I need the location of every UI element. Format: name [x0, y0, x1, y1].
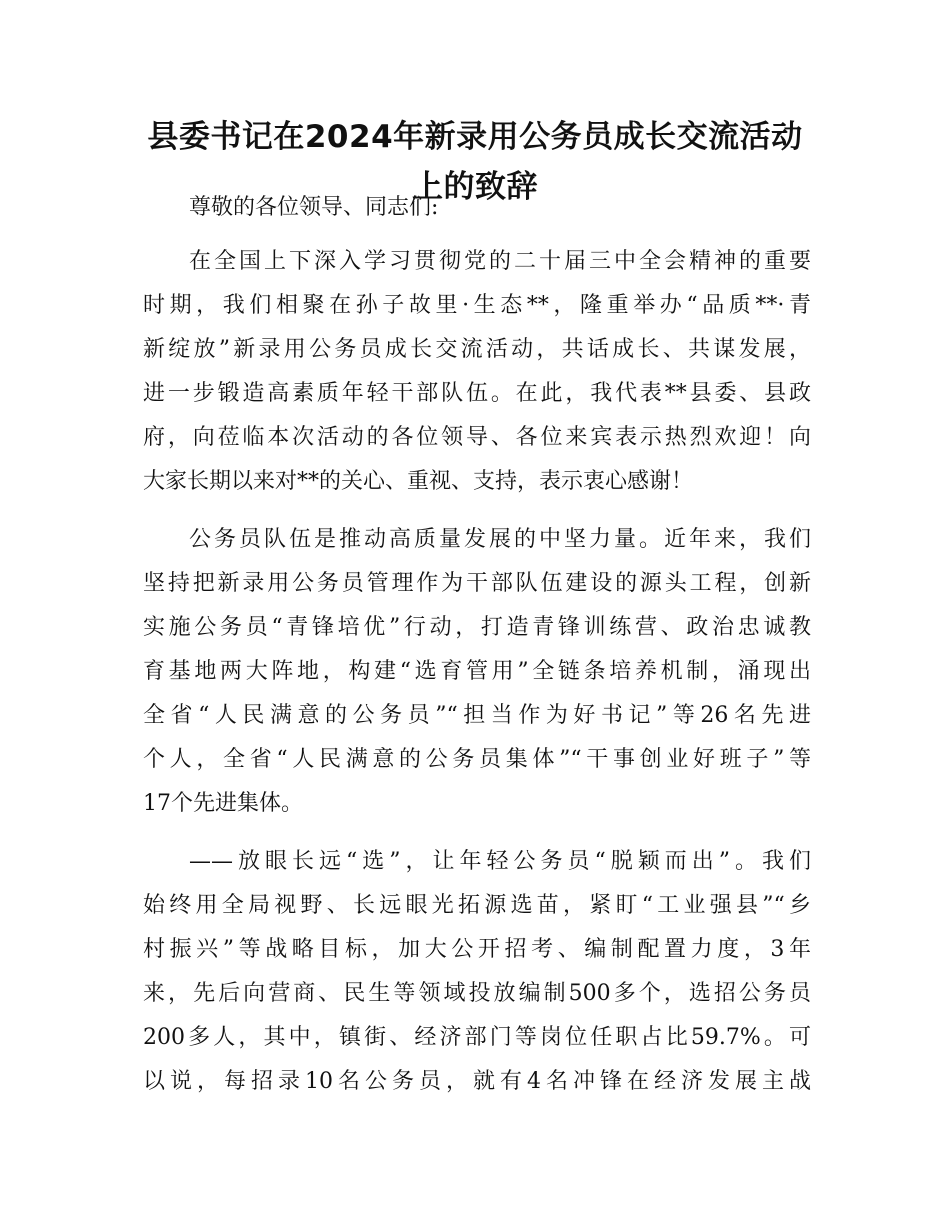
paragraph-line: 全省“人民满意的公务员”“担当作为好书记”等26名先进 — [143, 703, 811, 728]
paragraph-line: 17个先进集体。 — [143, 791, 303, 816]
paragraph-line: 在全国上下深入学习贯彻党的二十届三中全会精神的重要 — [189, 249, 811, 274]
paragraph-line: 新绽放”新录用公务员成长交流活动，共话成长、共谋发展， — [143, 337, 811, 362]
title-line: 县委书记在2024年新录用公务员成长交流活动 — [147, 119, 803, 155]
paragraph-line: ——放眼长远“选”，让年轻公务员“脱颖而出”。我们 — [189, 849, 811, 874]
paragraph-3 — [143, 840, 811, 1104]
paragraph-2 — [143, 518, 811, 826]
paragraph-line: 来，先后向营商、民生等领域投放编制500多个，选招公务员 — [143, 981, 811, 1006]
paragraph-line: 府，向莅临本次活动的各位领导、各位来宾表示热烈欢迎！向 — [143, 425, 811, 450]
paragraph-line: 村振兴”等战略目标，加大公开招考、编制配置力度，3年 — [143, 937, 811, 962]
paragraph-line: 时期，我们相聚在孙子故里·生态**，隆重举办“品质**·青 — [143, 293, 811, 318]
salutation — [143, 186, 811, 230]
salutation-text: 尊敬的各位领导、同志们: — [189, 195, 439, 220]
document-body — [143, 186, 811, 1104]
paragraph-line: 坚持把新录用公务员管理作为干部队伍建设的源头工程，创新 — [143, 571, 811, 596]
paragraph-line: 始终用全局视野、长远眼光拓源选苗，紧盯“工业强县”“乡 — [143, 893, 811, 918]
paragraph-line: 进一步锻造高素质年轻干部队伍。在此，我代表**县委、县政 — [143, 381, 811, 406]
paragraph-line: 以说，每招录10名公务员，就有4名冲锋在经济发展主战 — [143, 1069, 811, 1094]
paragraph-line: 200多人，其中，镇街、经济部门等岗位任职占比59.7%。可 — [143, 1025, 811, 1050]
paragraph-line: 公务员队伍是推动高质量发展的中坚力量。近年来，我们 — [189, 527, 811, 552]
title-line: 上的致辞 — [412, 169, 538, 205]
paragraph-line: 实施公务员“青锋培优”行动，打造青锋训练营、政治忠诚教 — [143, 615, 811, 640]
paragraph-line: 大家长期以来对**的关心、重视、支持，表示衷心感谢！ — [143, 469, 694, 494]
paragraph-line: 育基地两大阵地，构建“选育管用”全链条培养机制，涌现出 — [143, 659, 811, 684]
paragraph-line: 个人，全省“人民满意的公务员集体”“干事创业好班子”等 — [143, 747, 811, 772]
paragraph-1 — [143, 240, 811, 504]
